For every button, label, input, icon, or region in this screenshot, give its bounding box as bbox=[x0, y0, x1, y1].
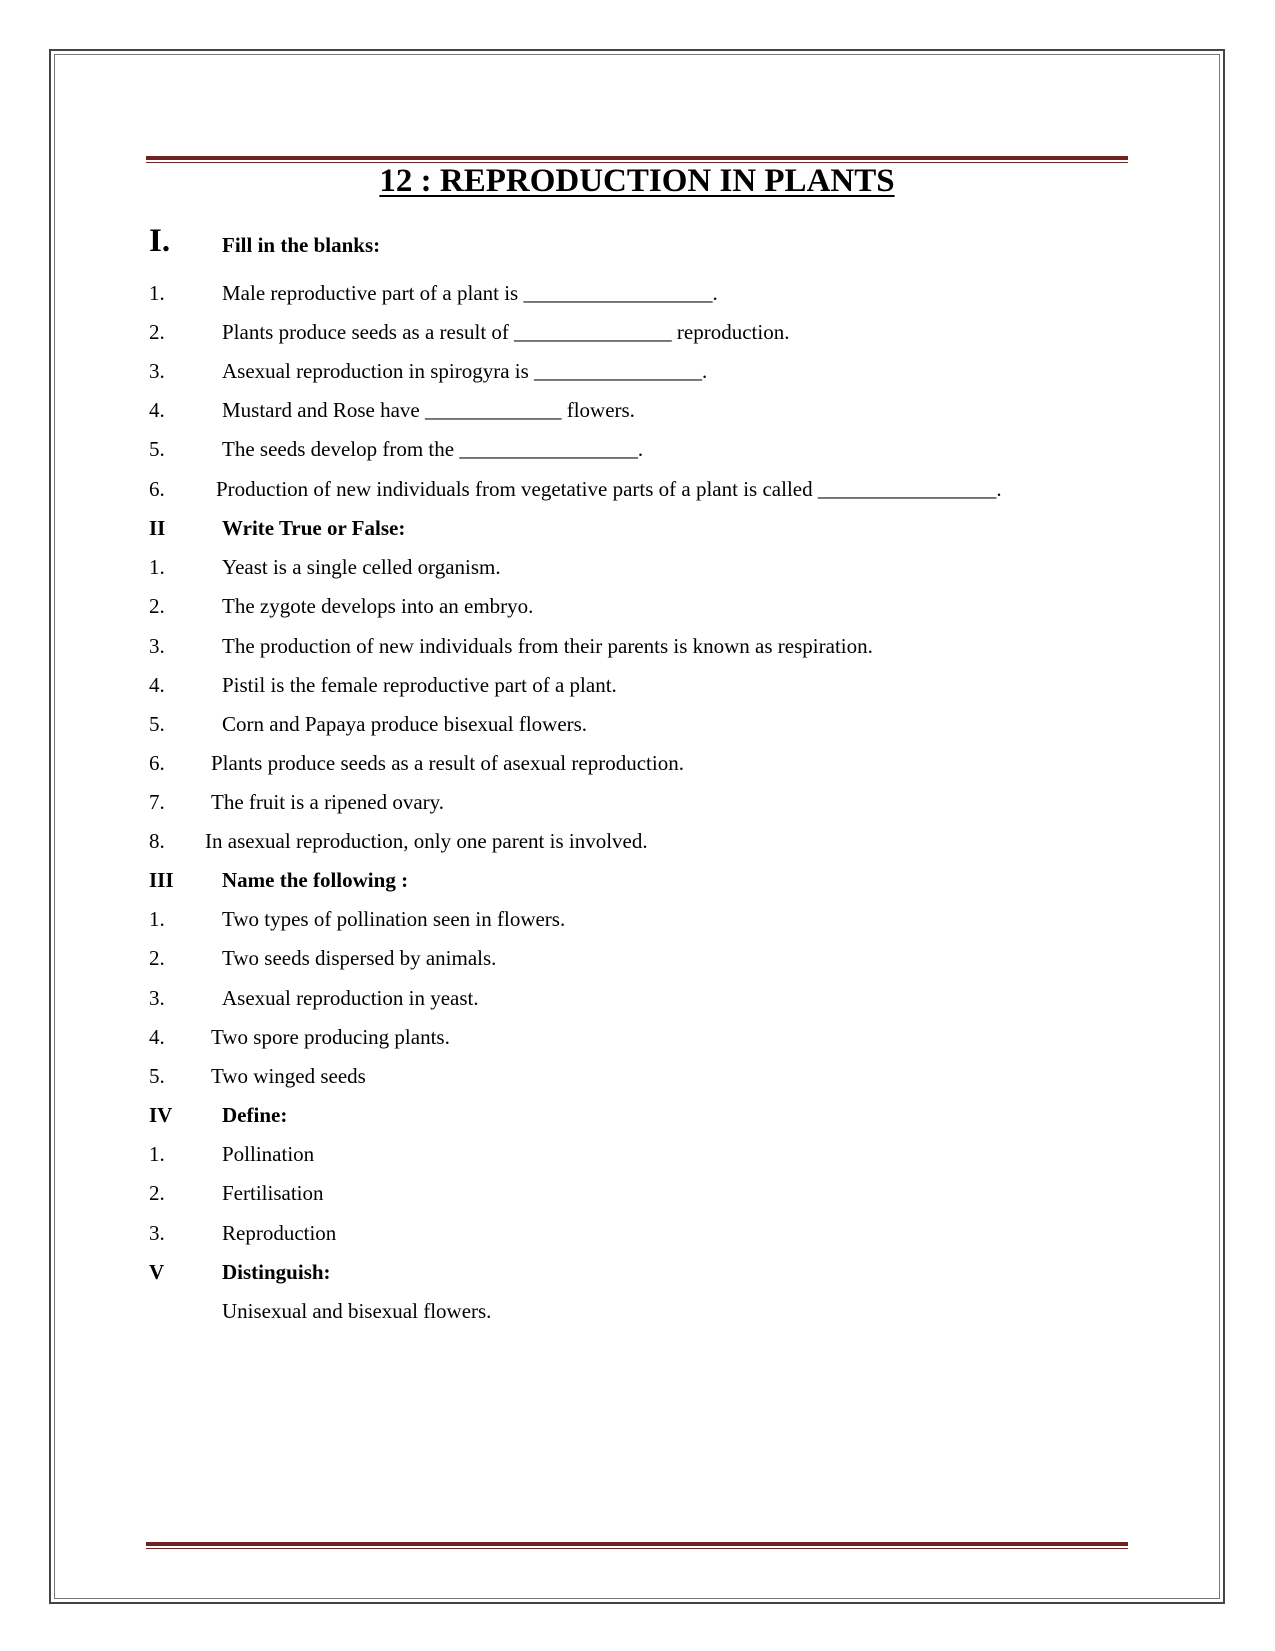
item-text: The production of new individuals from their parents is known as respiration. bbox=[222, 634, 873, 658]
item-text: Mustard and Rose have _____________ flowers. bbox=[222, 398, 635, 422]
item-number: 2. bbox=[149, 320, 165, 344]
item-number: 8. bbox=[149, 829, 165, 853]
item-number: 1. bbox=[149, 1142, 165, 1166]
section-heading: Define: bbox=[222, 1103, 288, 1127]
section-number: IV bbox=[149, 1103, 173, 1127]
section-number: I. bbox=[149, 223, 171, 259]
item-text: In asexual reproduction, only one parent is involved. bbox=[205, 829, 648, 853]
item-text: Pollination bbox=[222, 1142, 315, 1166]
item-number: 2. bbox=[149, 594, 165, 618]
item-number: 1. bbox=[149, 555, 165, 579]
item-number: 4. bbox=[149, 398, 165, 422]
item-number: 1. bbox=[149, 281, 165, 305]
item-number: 1. bbox=[149, 907, 165, 931]
item-number: 7. bbox=[149, 790, 165, 814]
top-rule bbox=[146, 156, 1128, 163]
item-text: Yeast is a single celled organism. bbox=[222, 555, 501, 579]
bottom-rule bbox=[146, 1542, 1128, 1549]
item-text: The fruit is a ripened ovary. bbox=[211, 790, 445, 814]
item-text: Fertilisation bbox=[222, 1181, 324, 1205]
item-text: Two seeds dispersed by animals. bbox=[222, 946, 497, 970]
page-title: 12 : REPRODUCTION IN PLANTS bbox=[379, 163, 895, 199]
item-number: 2. bbox=[149, 946, 165, 970]
section-heading: Fill in the blanks: bbox=[222, 233, 381, 257]
item-text: Asexual reproduction in yeast. bbox=[222, 986, 479, 1010]
item-text: Reproduction bbox=[222, 1221, 337, 1245]
item-text: Pistil is the female reproductive part of a plant. bbox=[222, 673, 617, 697]
section-number: V bbox=[149, 1260, 165, 1284]
section-heading: Name the following : bbox=[222, 868, 409, 892]
item-number: 3. bbox=[149, 634, 165, 658]
section-number: II bbox=[149, 516, 166, 540]
section-number: III bbox=[149, 868, 174, 892]
item-number: 5. bbox=[149, 437, 165, 461]
item-number: 6. bbox=[149, 477, 165, 501]
section-heading: Write True or False: bbox=[222, 516, 406, 540]
item-number: 3. bbox=[149, 1221, 165, 1245]
item-number: 6. bbox=[149, 751, 165, 775]
section-heading: Distinguish: bbox=[222, 1260, 331, 1284]
item-text: The seeds develop from the _________________. bbox=[222, 437, 644, 461]
item-text: Corn and Papaya produce bisexual flowers. bbox=[222, 712, 588, 736]
item-text: Production of new individuals from vegetative parts of a plant is called _________________. bbox=[216, 477, 1002, 501]
item-text: Plants produce seeds as a result of _______________ reproduction. bbox=[222, 320, 790, 344]
item-number: 4. bbox=[149, 1025, 165, 1049]
item-number: 3. bbox=[149, 359, 165, 383]
item-number: 4. bbox=[149, 673, 165, 697]
item-number: 2. bbox=[149, 1181, 165, 1205]
item-text: Unisexual and bisexual flowers. bbox=[222, 1299, 492, 1323]
item-number: 5. bbox=[149, 712, 165, 736]
item-text: Plants produce seeds as a result of asexual reproduction. bbox=[211, 751, 684, 775]
item-text: Two winged seeds bbox=[211, 1064, 366, 1088]
item-text: Asexual reproduction in spirogyra is ________________. bbox=[222, 359, 708, 383]
item-text: Male reproductive part of a plant is __________________. bbox=[222, 281, 718, 305]
item-number: 5. bbox=[149, 1064, 165, 1088]
item-number: 3. bbox=[149, 986, 165, 1010]
item-text: Two spore producing plants. bbox=[211, 1025, 450, 1049]
item-text: The zygote develops into an embryo. bbox=[222, 594, 534, 618]
item-text: Two types of pollination seen in flowers. bbox=[222, 907, 566, 931]
